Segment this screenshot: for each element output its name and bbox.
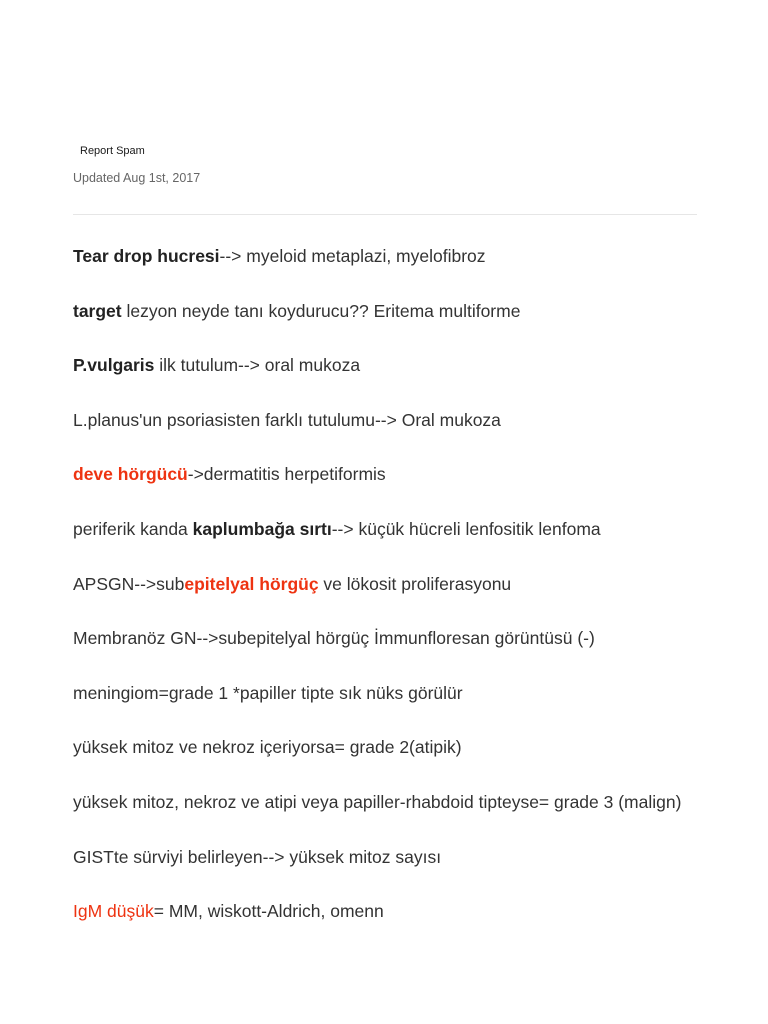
note-line (73, 352, 693, 379)
term-bold: target (73, 300, 122, 321)
note-text: ilk tutulum--> oral mukoza (154, 355, 361, 376)
note-text: Membranöz GN-->subepitelyal hörgüç İmmunfloresan görüntüsü (-) (73, 628, 595, 649)
term-bold: kaplumbağa sırtı (192, 518, 332, 539)
note-line (73, 407, 693, 434)
term-highlight: epitelyal hörgüç (184, 573, 319, 594)
note-text: --> myeloid metaplazi, myelofibroz (219, 246, 486, 266)
note-line (73, 734, 693, 761)
note-line (73, 571, 693, 598)
note-line (73, 516, 693, 543)
term-highlight-plain: IgM düşük (73, 901, 154, 922)
note-text-prefix: periferik kanda (73, 518, 193, 539)
report-spam-link[interactable]: Report Spam (80, 145, 145, 157)
note-line (73, 789, 693, 816)
term-highlight: deve hörgücü (73, 464, 188, 485)
document-body (73, 243, 693, 988)
note-line (73, 298, 693, 325)
note-text: L.planus'un psoriasisten farklı tutulumu--> Oral mukoza (73, 409, 501, 430)
note-text: = MM, wiskott-Aldrich, omenn (153, 901, 384, 922)
updated-date: Updated Aug 1st, 2017 (73, 171, 201, 185)
note-text-prefix: APSGN-->sub (73, 573, 185, 594)
note-line (73, 844, 693, 871)
note-line (73, 898, 693, 925)
term-bold: P.vulgaris (73, 355, 155, 376)
note-text: GISTte sürviyi belirleyen--> yüksek mitoz sayısı (73, 846, 442, 867)
note-line (73, 461, 693, 488)
note-text: ->dermatitis herpetiformis (187, 464, 386, 485)
term-bold: Tear drop hucresi (73, 246, 220, 266)
note-line (73, 680, 693, 707)
note-line (73, 625, 693, 652)
divider (73, 214, 697, 215)
note-text: ve lökosit proliferasyonu (318, 573, 512, 594)
note-text: meningiom=grade 1 *papiller tipte sık nüks görülür (73, 682, 463, 703)
note-text: --> küçük hücreli lenfositik lenfoma (331, 518, 601, 539)
note-text: yüksek mitoz, nekroz ve atipi veya papiller-rhabdoid tipteyse= grade 3 (malign) (73, 791, 682, 812)
note-line (73, 243, 693, 270)
note-text: yüksek mitoz ve nekroz içeriyorsa= grade 2(atipik) (73, 737, 462, 758)
note-text: lezyon neyde tanı koydurucu?? Eritema multiforme (121, 300, 521, 321)
